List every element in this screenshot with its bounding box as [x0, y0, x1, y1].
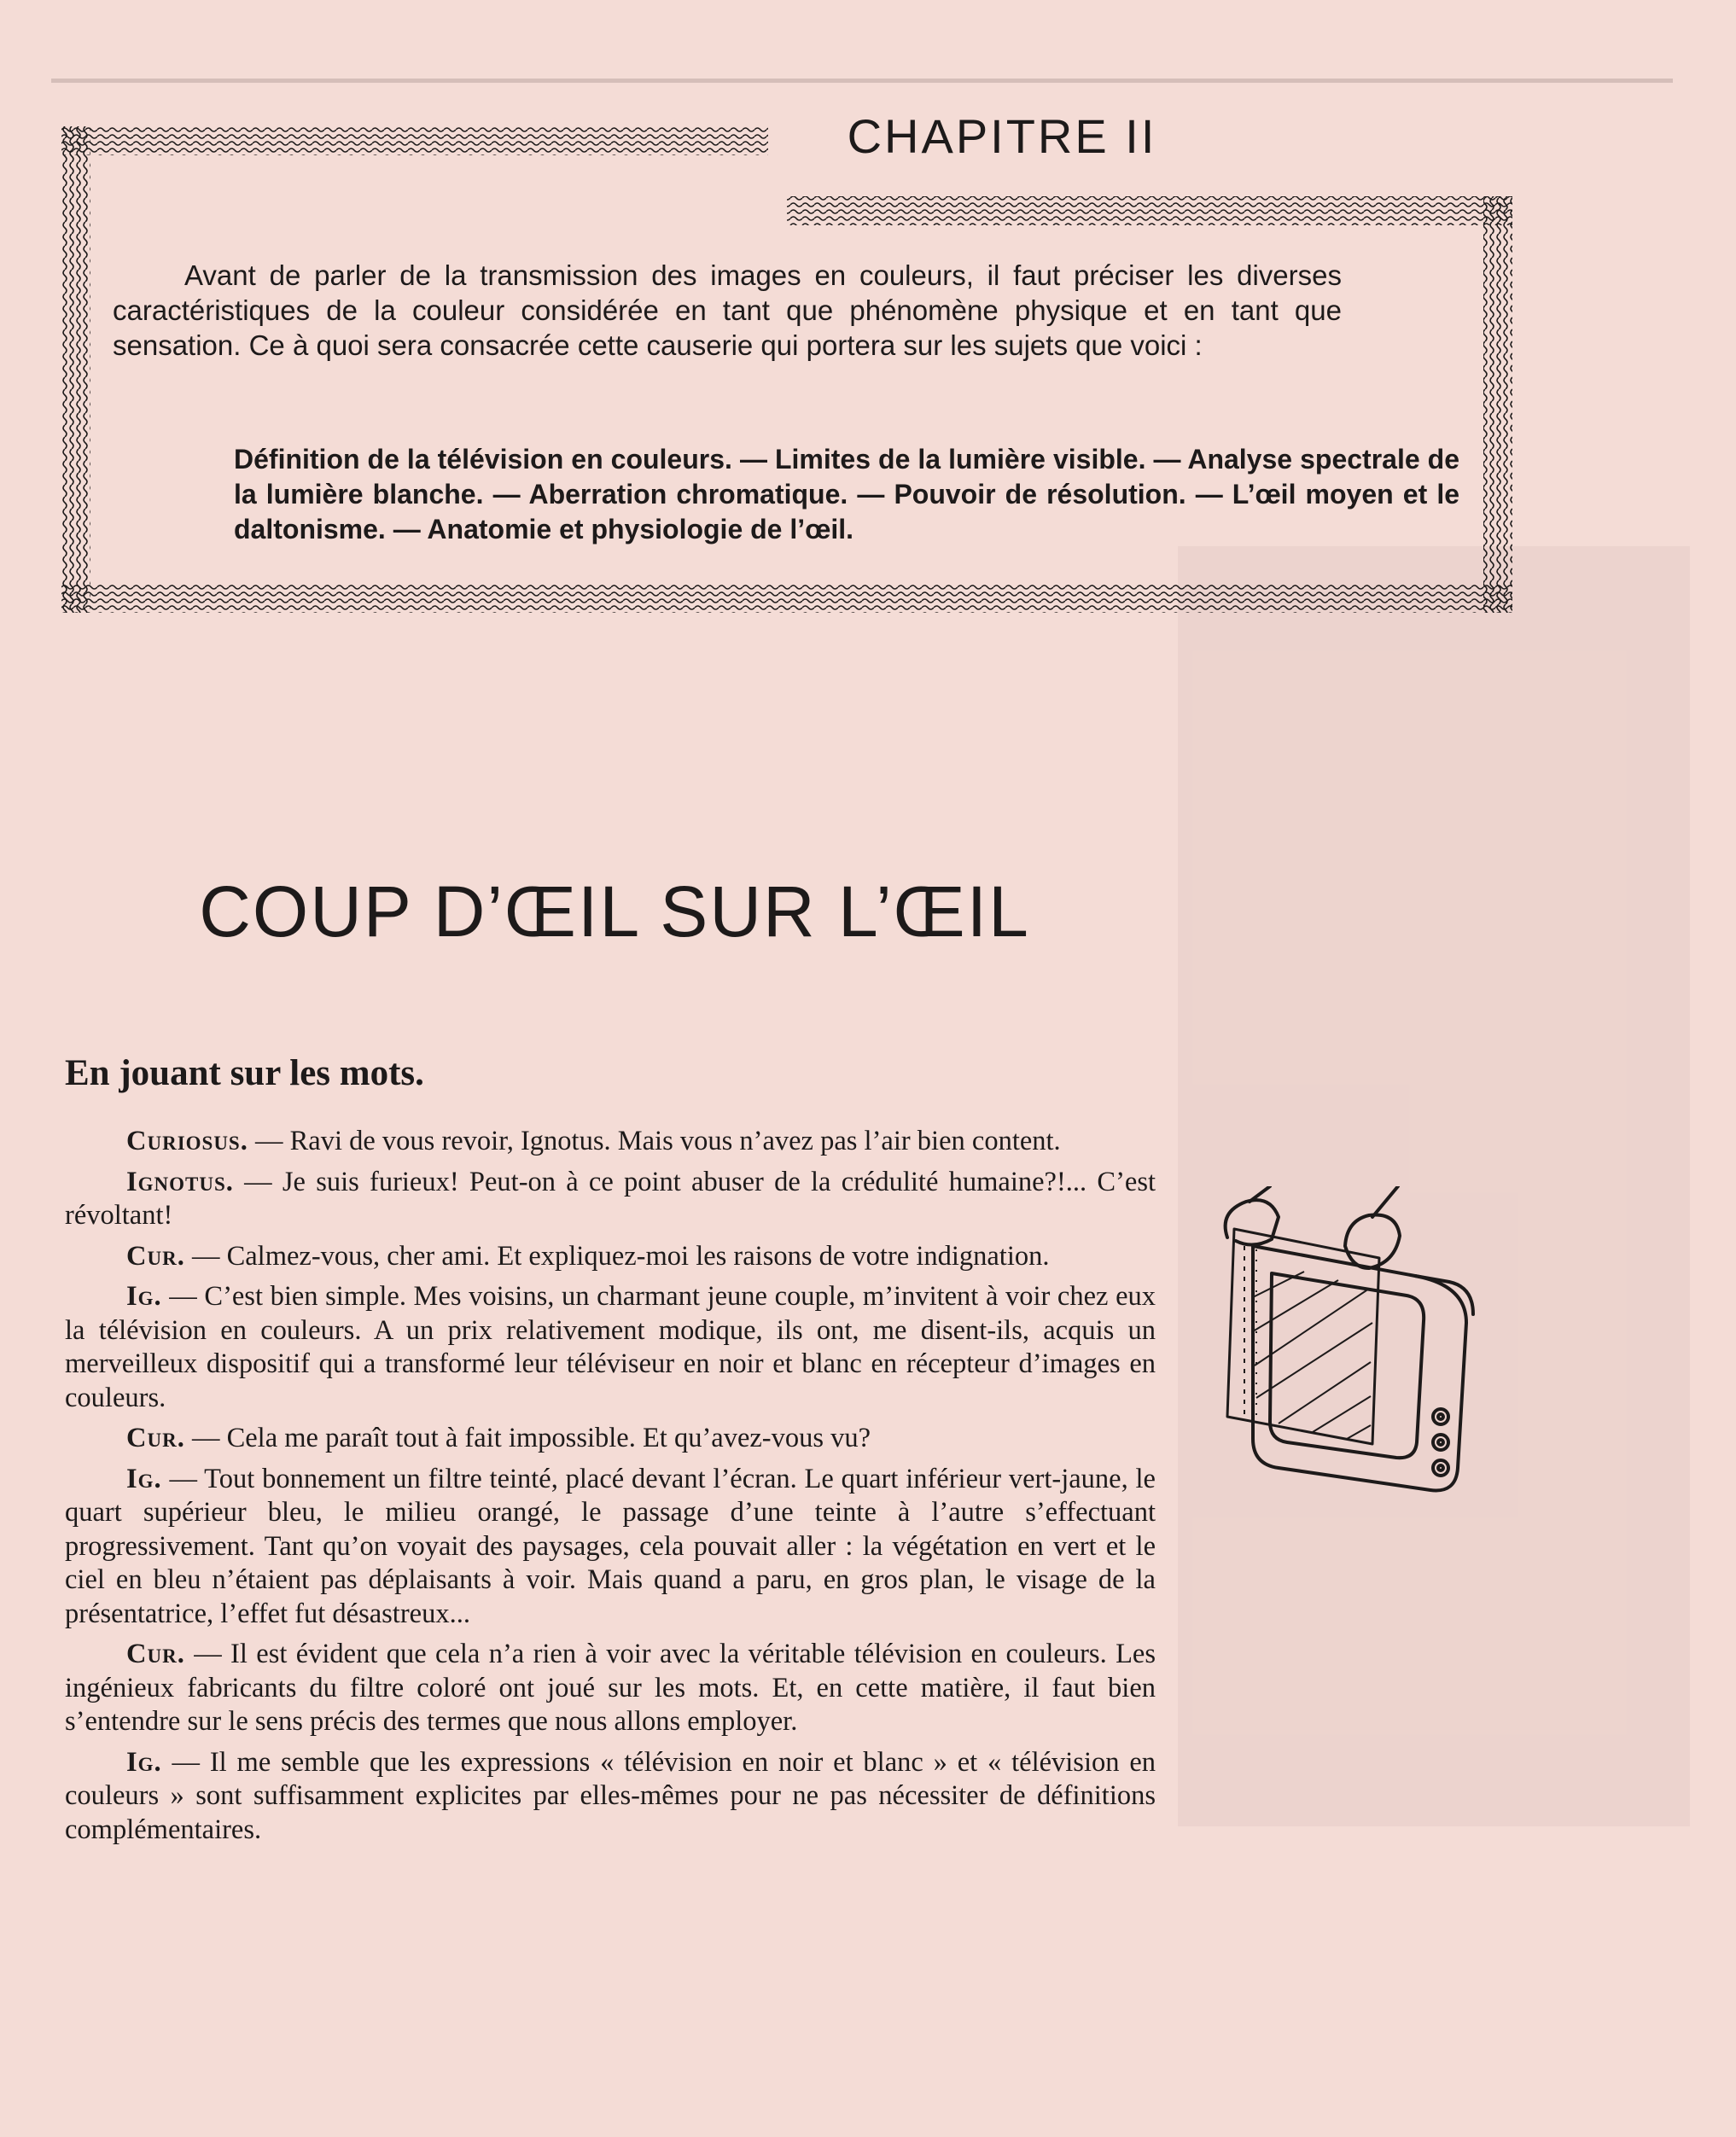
dialogue-line: — Tout bonnement un filtre teinté, placé devant l’écran. Le quart inférieur vert-jaune, le quart supérieur bleu, le milieu orangé, le passage d’une teinte à l’autre s’effectuant progressivement. Tant qu’on voyait des paysages, cela pouvait aller : la végétation en vert et le ciel en bleu n’étaient pas déplaisants à voir. Mais quand a paru, en gros plan, le visage de la présentatrice, l’effet fut désastreux...	[65, 1463, 1156, 1629]
chapter-intro: Avant de parler de la transmission des images en couleurs, il faut préciser les diverses caractéristiques de la couleur considérée en tant que phénomène physique et en tant que sensation. Ce à quoi sera consacrée cette causerie qui portera sur les sujets que voici :	[113, 259, 1342, 361]
dialogue-line: — Calmez-vous, cher ami. Et expliquez-moi les raisons de votre indignation.	[184, 1240, 1050, 1272]
speaker-name: Curiosus.	[126, 1126, 248, 1156]
tv-with-color-filter-illustration	[1202, 1186, 1492, 1519]
dialogue-line: — Ravi de vous revoir, Ignotus. Mais vous n’avez pas l’air bien content.	[248, 1126, 1061, 1156]
dialogue-line: — Je suis furieux! Peut-on à ce point abuser de la crédulité humaine?!... C’est révoltant!	[65, 1166, 1156, 1231]
dialogue-paragraph	[65, 1463, 1156, 1632]
dialogue-paragraph	[65, 1746, 1156, 1848]
speaker-name: Ig.	[126, 1463, 162, 1494]
main-title: COUP D’ŒIL SUR L’ŒIL	[199, 871, 1030, 952]
speaker-name: Cur.	[126, 1423, 185, 1453]
speaker-name: Cur.	[126, 1240, 185, 1272]
page-top-edge-line	[51, 79, 1673, 83]
dialogue-paragraph	[65, 1422, 1156, 1456]
speaker-name: Ignotus.	[126, 1166, 234, 1197]
speaker-name: Cur.	[126, 1639, 185, 1669]
dialogue-line: — Cela me paraît tout à fait impossible. Et qu’avez-vous vu?	[184, 1423, 871, 1453]
dialogue-paragraph	[65, 1638, 1156, 1739]
speaker-name: Ig.	[126, 1281, 162, 1312]
chapter-topics: Définition de la télévision en couleurs. — Limites de la lumière visible. — Analyse spectrale de la lumière blanche. — Aberration chromatique. — Pouvoir de résolution. — L’œil moyen et le daltonisme. — Anatomie et physiologie de l’œil.	[234, 444, 1459, 544]
chapter-title: CHAPITRE II	[768, 111, 1236, 162]
speaker-name: Ig.	[126, 1746, 162, 1778]
dialogue-line: — C’est bien simple. Mes voisins, un charmant jeune couple, m’invitent à voir chez eux la télévision en couleurs. A un prix relativement modique, ils ont, me disent-ils, acquis un merveilleux dispositif qui a transformé leur téléviseur en noir et blanc en récepteur d’images en couleurs.	[65, 1281, 1156, 1413]
section-title: En jouant sur les mots.	[65, 1053, 424, 1093]
dialogue-paragraph	[65, 1166, 1156, 1233]
dialogue-line: — Il est évident que cela n’a rien à voir avec la véritable télévision en couleurs. Les ingénieux fabricants du filtre coloré ont joué sur les mots. Et, en cette matière, il faut bien s’entendre sur le sens précis des termes que nous allons employer.	[65, 1639, 1156, 1737]
dialogue-paragraph	[65, 1240, 1156, 1274]
dialogue-line: — Il me semble que les expressions « télévision en noir et blanc » et « télévision en couleurs » sont suffisamment explicites par elles-mêmes pour ne pas nécessiter de définitions complémentaires.	[65, 1746, 1156, 1845]
dialogue-paragraph	[65, 1125, 1156, 1159]
dialogue-paragraph	[65, 1280, 1156, 1415]
dialogue-text	[65, 1125, 1156, 1854]
